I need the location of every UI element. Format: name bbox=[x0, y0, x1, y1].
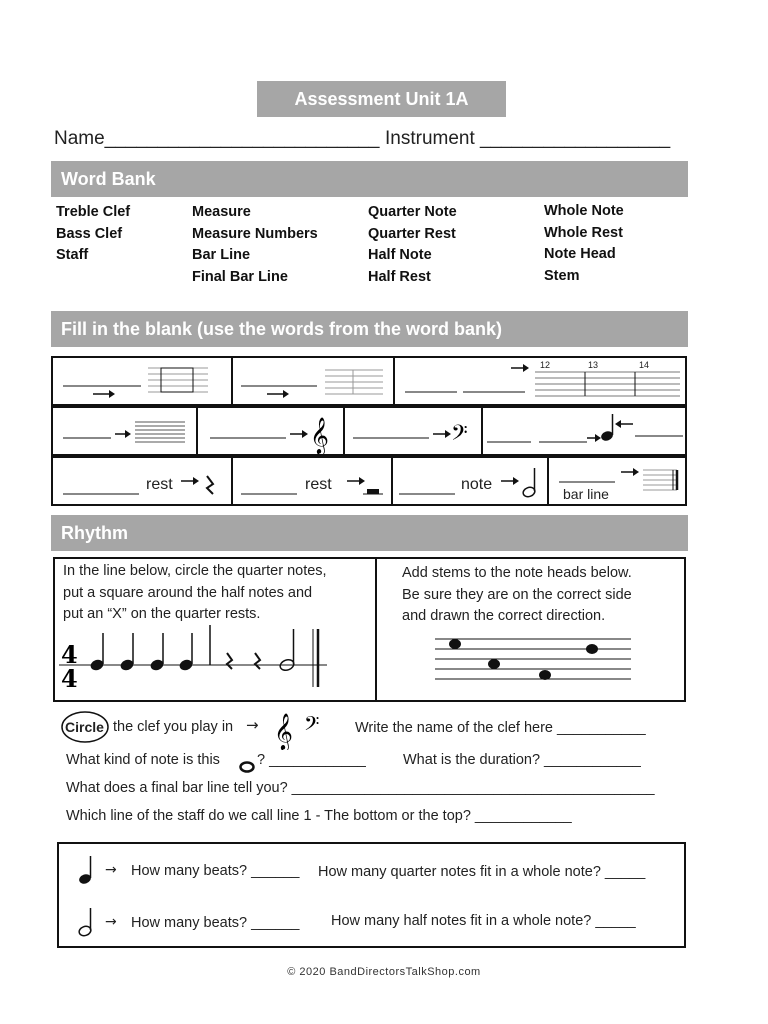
word-bank-column-4 bbox=[544, 201, 624, 287]
instruction-line: put an “X” on the quarter rests. bbox=[63, 606, 261, 622]
half-whole-question[interactable]: How many half notes fit in a whole note? _____ bbox=[331, 913, 636, 929]
word: Note Head bbox=[544, 246, 616, 262]
quarter-whole-question[interactable]: How many quarter notes fit in a whole note? _____ bbox=[318, 864, 646, 880]
bar-line-label: bar line bbox=[563, 486, 609, 502]
rhythm-box bbox=[53, 557, 686, 702]
word: Half Note bbox=[368, 247, 432, 263]
instruction-line: Be sure they are on the correct side bbox=[402, 586, 632, 603]
measure-number: 13 bbox=[588, 360, 599, 370]
circle-word: Circle bbox=[65, 719, 104, 735]
word-bank-heading: Word Bank bbox=[51, 161, 688, 197]
page-title: Assessment Unit 1A bbox=[257, 81, 506, 117]
word: Half Rest bbox=[368, 268, 431, 285]
word: Whole Rest bbox=[544, 224, 623, 241]
blank-cell-half-rest bbox=[231, 458, 393, 504]
blank-cell-treble-clef bbox=[196, 408, 345, 454]
fill-row-1 bbox=[51, 356, 687, 406]
rest-label: rest bbox=[146, 476, 173, 493]
quarter-rests bbox=[227, 653, 260, 669]
quarter-notes bbox=[89, 633, 194, 672]
word: Staff bbox=[56, 247, 89, 263]
treble-clef-choice-icon: 𝄞 bbox=[274, 712, 293, 750]
name-field[interactable]: Name__________________________ bbox=[54, 128, 380, 149]
arrow-icon: → bbox=[105, 914, 117, 930]
word: Measure bbox=[192, 204, 251, 220]
line-one-question[interactable]: Which line of the staff do we call line 1 - The bottom or the top? ____________ bbox=[66, 808, 572, 824]
word: Quarter Rest bbox=[368, 225, 456, 242]
beats-question-quarter[interactable]: How many beats? ______ bbox=[131, 863, 300, 879]
clef-prompt: the clef you play in bbox=[113, 719, 234, 735]
instrument-field[interactable]: Instrument __________________ bbox=[385, 128, 671, 149]
treble-clef-icon: 𝄞 bbox=[310, 416, 329, 454]
bass-clef-choice-icon: 𝄢 bbox=[304, 712, 320, 740]
whole-note-icon bbox=[241, 763, 254, 772]
word: Bass Clef bbox=[56, 225, 123, 242]
bass-clef-icon: 𝄢 bbox=[451, 421, 468, 451]
rest-label: rest bbox=[305, 476, 332, 493]
word: Treble Clef bbox=[56, 204, 131, 220]
word: Stem bbox=[544, 267, 580, 284]
instruction-line: and drawn the correct direction. bbox=[402, 608, 606, 624]
fill-blank-heading: Fill in the blank (use the words from the word bank) bbox=[51, 311, 688, 347]
footer-copyright: © 2020 BandDirectorsTalkShop.com bbox=[287, 966, 481, 978]
duration-question[interactable]: What is the duration? ____________ bbox=[403, 752, 641, 768]
note-kind-question: What kind of note is this bbox=[66, 752, 220, 768]
fill-row-3 bbox=[51, 456, 687, 506]
clef-name-question[interactable]: Write the name of the clef here ___________ bbox=[355, 720, 646, 736]
rhythm-heading: Rhythm bbox=[51, 515, 688, 551]
blank-cell-note-head bbox=[481, 408, 689, 454]
word-bank-column-1 bbox=[56, 202, 130, 267]
blank-cell-bar-line bbox=[547, 458, 689, 504]
instruction-line: Add stems to the note heads below. bbox=[402, 565, 632, 581]
time-signature-top: 4 bbox=[61, 640, 78, 669]
blank-cell-half-note bbox=[391, 458, 549, 504]
arrow-icon: → bbox=[105, 862, 117, 878]
word-bank-column-2 bbox=[192, 202, 318, 288]
final-bar-question[interactable]: What does a final bar line tell you? _____________________________________________ bbox=[66, 780, 655, 796]
word: Whole Note bbox=[544, 203, 624, 219]
instruction-line: put a square around the half notes and bbox=[63, 584, 313, 601]
beats-question-half[interactable]: How many beats? ______ bbox=[131, 915, 300, 931]
blank-cell-staff bbox=[231, 358, 395, 404]
blank-cell-bass-clef bbox=[343, 408, 483, 454]
word: Quarter Note bbox=[368, 204, 457, 220]
word-bank-column-3 bbox=[368, 202, 457, 288]
blank-cell-measure bbox=[53, 358, 231, 404]
blank-cell-staff-lines bbox=[53, 408, 196, 454]
note-heads-staff bbox=[425, 633, 635, 689]
word: Measure Numbers bbox=[192, 225, 318, 242]
arrow-icon: → bbox=[246, 716, 259, 734]
beats-box bbox=[57, 842, 686, 948]
note-kind-answer[interactable]: ? ____________ bbox=[257, 752, 366, 768]
rhythm-line bbox=[55, 619, 373, 699]
rhythm-right-instructions bbox=[402, 563, 632, 628]
time-signature-bottom: 4 bbox=[61, 664, 78, 693]
blank-cell-measure-numbers bbox=[393, 358, 689, 404]
measure-number: 14 bbox=[639, 360, 650, 370]
quarter-rest-icon bbox=[207, 476, 213, 494]
instruction-line: In the line below, circle the quarter notes, bbox=[63, 563, 327, 579]
rhythm-left-instructions bbox=[63, 561, 327, 626]
fill-row-2 bbox=[51, 406, 687, 456]
measure-number: 12 bbox=[540, 360, 551, 370]
word: Final Bar Line bbox=[192, 268, 288, 285]
blank-cell-quarter-rest bbox=[53, 458, 231, 504]
word: Bar Line bbox=[192, 247, 251, 263]
half-rest-icon bbox=[367, 489, 379, 494]
note-label: note bbox=[461, 476, 493, 493]
